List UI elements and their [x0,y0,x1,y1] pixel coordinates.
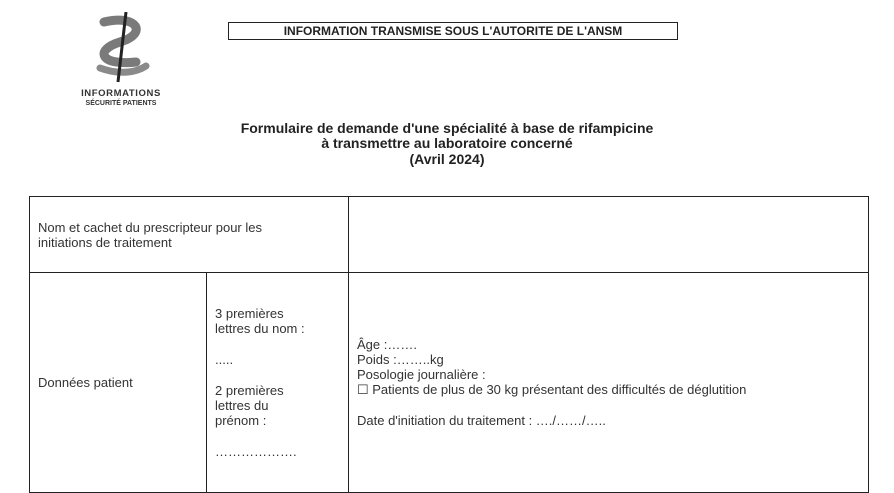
nom-label-line1: 3 premières [215,306,284,321]
prescriber-label-cell [30,197,349,273]
logo-text-informations: INFORMATIONS [81,88,161,99]
patient-label: Données patient [38,375,133,390]
patient-details-cell [349,273,869,493]
deglutition-checkbox[interactable]: ☐ Patients de plus de 30 kg présentant des difficultés de déglutition [357,382,747,397]
request-form-table [29,196,869,493]
poids-field[interactable]: Poids :……..kg [357,352,444,367]
prenom-input[interactable]: ………………. [215,444,297,459]
ansm-logo-icon [86,12,156,84]
form-title-line1: Formulaire de demande d'une spécialité à base de rifampicine [240,120,654,136]
patient-row [30,273,869,493]
age-field[interactable]: Âge :……. [357,337,417,352]
form-title-date: (Avril 2024) [409,151,485,167]
prescriber-stamp-field[interactable] [349,197,869,273]
prenom-label-line3: prénom : [215,413,267,428]
date-initiation-field[interactable]: Date d'initiation du traitement : …./……/….. [357,413,606,428]
logo-text-securite: SÉCURITÉ PATIENTS [85,100,157,107]
patient-label-cell [30,273,207,493]
prenom-label-line2: lettres du [215,398,269,413]
ansm-banner: INFORMATION TRANSMISE SOUS L'AUTORITE DE L'ANSM [228,22,678,40]
prescriber-row [30,197,869,273]
posologie-field[interactable]: Posologie journalière : [357,367,486,382]
form-title-line2: à transmettre au laboratoire concerné [321,135,573,151]
prescriber-label-line1: Nom et cachet du prescripteur pour les [38,219,262,235]
prescriber-label-line2: initiations de traitement [38,234,172,250]
ansm-logo [66,12,176,116]
nom-input[interactable]: ..... [215,352,234,367]
prenom-label-line1: 2 premières [215,383,284,398]
patient-initials-cell [207,273,349,493]
nom-label-line2: lettres du nom : [215,321,305,336]
